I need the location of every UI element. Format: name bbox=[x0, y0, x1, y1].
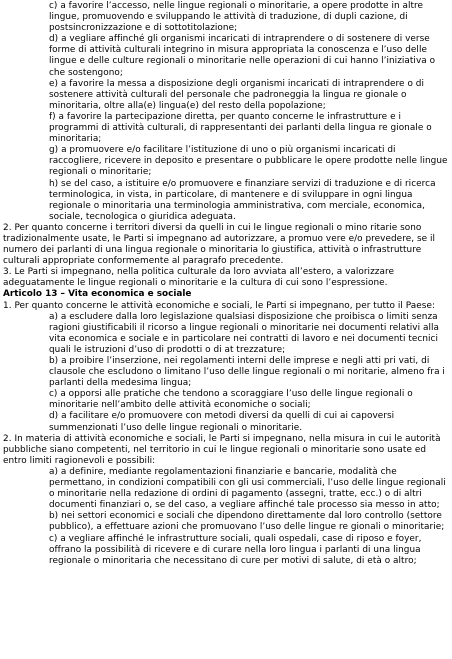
paragraph-g-deposit-organisms: g) a promuovere e/o facilitare l’istituzione di uno o più organismi incaricati di raccogliere, ricevere in deposito e presentare o pubblicare le opere prodotte nelle lingue regionali o minoritarie; bbox=[49, 145, 448, 178]
article-13-heading: Articolo 13 – Vita economica e sociale bbox=[3, 289, 192, 300]
paragraph-13-1-intro: 1. Per quanto concerne le attività economiche e sociali, le Parti si impegnano, per tutto il Paese: bbox=[3, 300, 436, 311]
paragraph-d-cultural-organisms: d) a vegliare affinché gli organismi incaricati di intraprendere o di sostenere di verse forme di attività culturali integrino in misura appropriata la conoscenza e l’uso delle lingue e delle culture regionali o minoritarie nelle operazioni di cui hanno l’iniziativa o che sostengono; bbox=[49, 34, 436, 78]
paragraph-13-2-c: c) a vegliare affinché le infrastrutture sociali, quali ospedali, case di riposo e foyer, offrano la possibilità di ricevere e di curare nella loro lingua i parlanti di una lingua regionale o minoritaria che necessitano di cure per motivi di salute, di età o altro; bbox=[49, 533, 422, 566]
paragraph-3-cultural-policy-abroad: 3. Le Parti si impegnano, nella politica culturale da loro avviata all’estero, a valorizzare adeguatamente le lingue regionali o minoritarie e la cultura di cui sono l’espressione. bbox=[3, 267, 394, 289]
paragraph-13-1-a: a) a escludere dalla loro legislazione qualsiasi disposizione che proibisca o limiti senza ragioni giustificabili il ricorso a lingue regionali o minoritarie nei documenti relativi alla vita economica e sociale e in particolare nei contratti di lavoro e nei documenti tecnici quali le istruzioni d’uso di prodotti o di at trezzature; bbox=[49, 311, 439, 355]
paragraph-13-1-c: c) a opporsi alle pratiche che tendono a scoraggiare l’uso delle lingue regionali o minoritarie nell’ambito delle attività economiche o sociali; bbox=[49, 389, 413, 411]
paragraph-c-access-translation: c) a favorire l’accesso, nelle lingue regionali o minoritarie, a opere prodotte in altre lingue, promuovendo e sviluppando le attività di traduzione, di dupli cazione, di postsincronizzazione e di sottotitolazione; bbox=[49, 1, 424, 34]
paragraph-13-2-a: a) a definire, mediante regolamentazioni finanziarie e bancarie, modalità che permettano, in condizioni compatibili con gli usi commerciali, l’uso delle lingue regionali o minoritarie nella redazione di ordini di pagamento (assegni, tratte, ecc.) o di altri documenti finanziari o, se del caso, a vegliare affinché tale processo sia messo in atto; bbox=[49, 466, 446, 511]
paragraph-2-other-territories: 2. Per quanto concerne i territori diversi da quelli in cui le lingue regionali o mino ritarie sono tradizionalmente usate, le Parti si impegnano ad autorizzare, a promuo vere e/o prevedere, se il numero dei parlanti di una lingua regionale o minoritaria lo giustifica, attività o infrastrutture culturali appropriate conformemente al paragrafo precedente. bbox=[3, 222, 436, 267]
paragraph-13-2-b: b) nei settori economici e sociali che dipendono direttamente dal loro controllo (settore pubblico), a effettuare azioni che promuovano l’uso delle lingue re gionali o minoritarie; bbox=[49, 511, 445, 533]
paragraph-13-2-intro: 2. In materia di attività economiche e sociali, le Parti si impegnano, nella misura in cui le autorità pubbliche siano competenti, nel territorio in cui le lingue regionali o minoritarie sono usate ed entro limiti ragionevoli e possibili: bbox=[3, 433, 441, 466]
paragraph-e-personnel: e) a favorire la messa a disposizione degli organismi incaricati di intraprendere o di sostenere attività culturali del personale che padroneggia la lingua re gionale o minoritaria, oltre alla(e) lingua(e) del resto della popolazione; bbox=[49, 78, 424, 111]
paragraph-13-1-b: b) a proibire l’inserzione, nei regolamenti interni delle imprese e negli atti pri vati, di clausole che escludono o limitano l’uso delle lingue regionali o mi noritarie, almeno fra i parlanti della medesima lingua; bbox=[49, 356, 445, 389]
paragraph-13-1-d: d) a facilitare e/o promuovere con metodi diversi da quelli di cui ai capoversi summenzionati l’uso delle lingue regionali o minoritarie. bbox=[49, 411, 395, 433]
paragraph-f-participation: f) a favorire la partecipazione diretta, per quanto concerne le infrastrutture e i programmi di attività culturali, di rappresentanti dei parlanti della lingua re gionale o minoritaria; bbox=[49, 111, 432, 145]
paragraph-h-terminology: h) se del caso, a istituire e/o promuovere e finanziare servizi di traduzione e di ricerca terminologica, in vista, in particolare, di mantenere e di sviluppare in ogni lingua regionale o minoritaria una terminologia amministrativa, com merciale, economica, sociale, tecnologica o giuridica adeguata. bbox=[49, 178, 436, 222]
